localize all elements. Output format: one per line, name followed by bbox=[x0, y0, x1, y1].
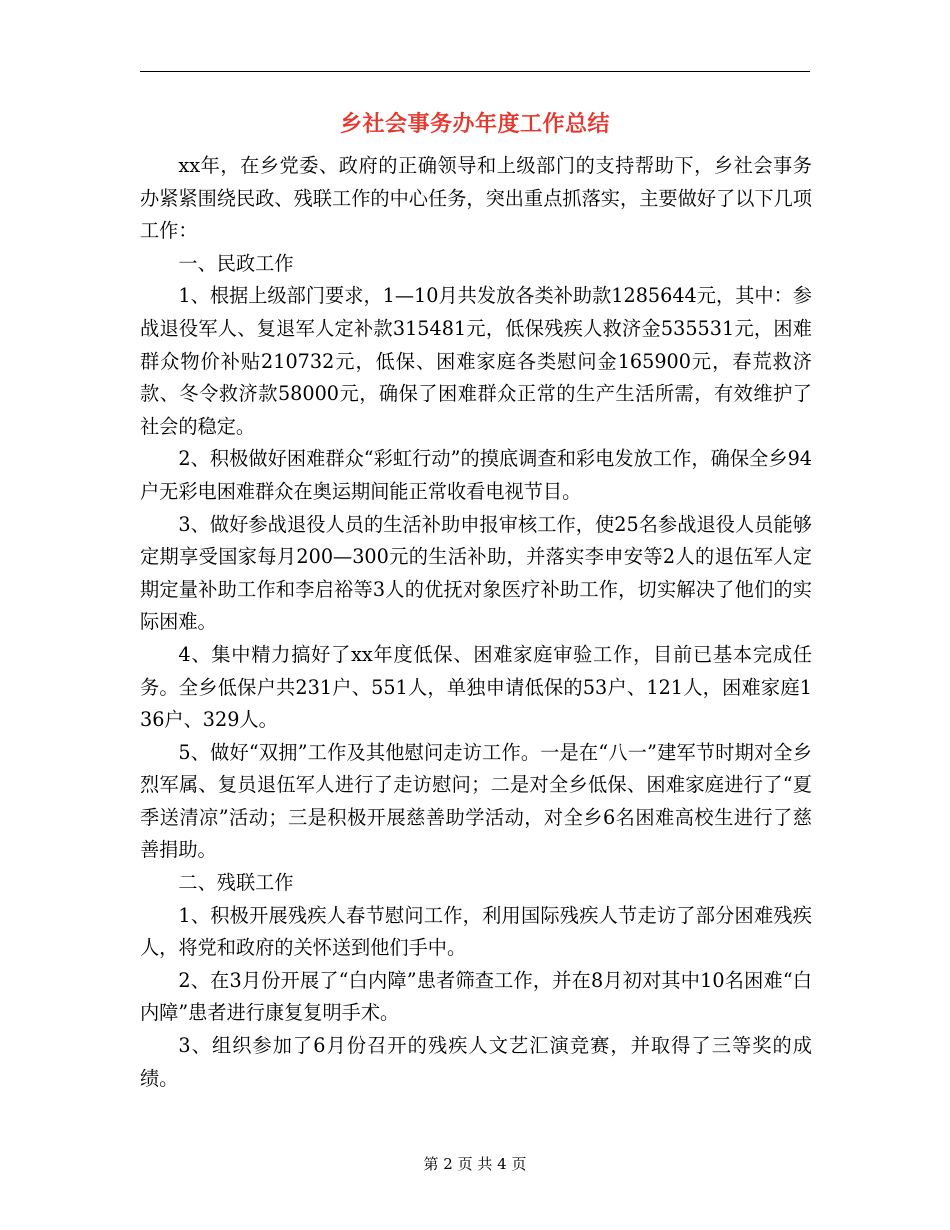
disabled-federation-item-1: 1、积极开展残疾人春节慰问工作，利用国际残疾人节走访了部分困难残疾人，将党和政府的关怀送到他们手中。 bbox=[140, 903, 812, 960]
document-body bbox=[140, 150, 812, 1095]
civil-affairs-item-4: 4、集中精力搞好了xx年度低保、困难家庭审验工作，目前已基本完成任务。全乡低保户共231户、551人，单独申请低保的53户、121人，困难家庭136户、329人。 bbox=[140, 642, 812, 732]
page-number-footer: 第 2 页 共 4 页 bbox=[423, 1155, 527, 1173]
disabled-federation-item-2: 2、在3月份开展了“白内障”患者筛查工作，并在8月初对其中10名困难“白内障”患者进行康复复明手术。 bbox=[140, 968, 812, 1025]
intro-paragraph: xx年，在乡党委、政府的正确领导和上级部门的支持帮助下，乡社会事务办紧紧围绕民政、残联工作的中心任务，突出重点抓落实，主要做好了以下几项工作： bbox=[140, 154, 812, 243]
section-heading-disabled-federation: 二、残联工作 bbox=[178, 871, 294, 895]
civil-affairs-item-1: 1、根据上级部门要求，1—10月共发放各类补助款1285644元，其中：参战退役军人、复退军人定补款315481元，低保残疾人救济金535531元，困难群众物价补贴210732元，低保、困难家庭各类慰问金165900元，春荒救济款、冬令救济款58000元，确保了困难群众正常的生产生活所需，有效维护了社会的稳定。 bbox=[140, 284, 812, 438]
disabled-federation-item-3: 3、组织参加了6月份召开的残疾人文艺汇演竞赛，并取得了三等奖的成绩。 bbox=[140, 1034, 812, 1090]
header-rule bbox=[140, 71, 810, 72]
civil-affairs-item-3: 3、做好参战退役人员的生活补助申报审核工作，使25名参战退役人员能够定期享受国家每月200—300元的生活补助，并落实李申安等2人的退伍军人定期定量补助工作和李启裕等3人的优抚对象医疗补助工作，切实解决了他们的实际困难。 bbox=[140, 512, 812, 634]
document-title: 乡社会事务办年度工作总结 bbox=[339, 112, 610, 137]
section-heading-civil-affairs: 一、民政工作 bbox=[178, 251, 294, 275]
civil-affairs-item-2: 2、积极做好困难群众“彩虹行动”的摸底调查和彩电发放工作，确保全乡94户无彩电困难群众在奥运期间能正常收看电视节目。 bbox=[140, 447, 812, 503]
civil-affairs-item-5: 5、做好“双拥”工作及其他慰问走访工作。一是在“八一”建军节时期对全乡烈军属、复员退伍军人进行了走访慰问；二是对全乡低保、困难家庭进行了“夏季送清凉”活动；三是积极开展慈善助学活动，对全乡6名困难高校生进行了慈善捐助。 bbox=[140, 740, 812, 862]
